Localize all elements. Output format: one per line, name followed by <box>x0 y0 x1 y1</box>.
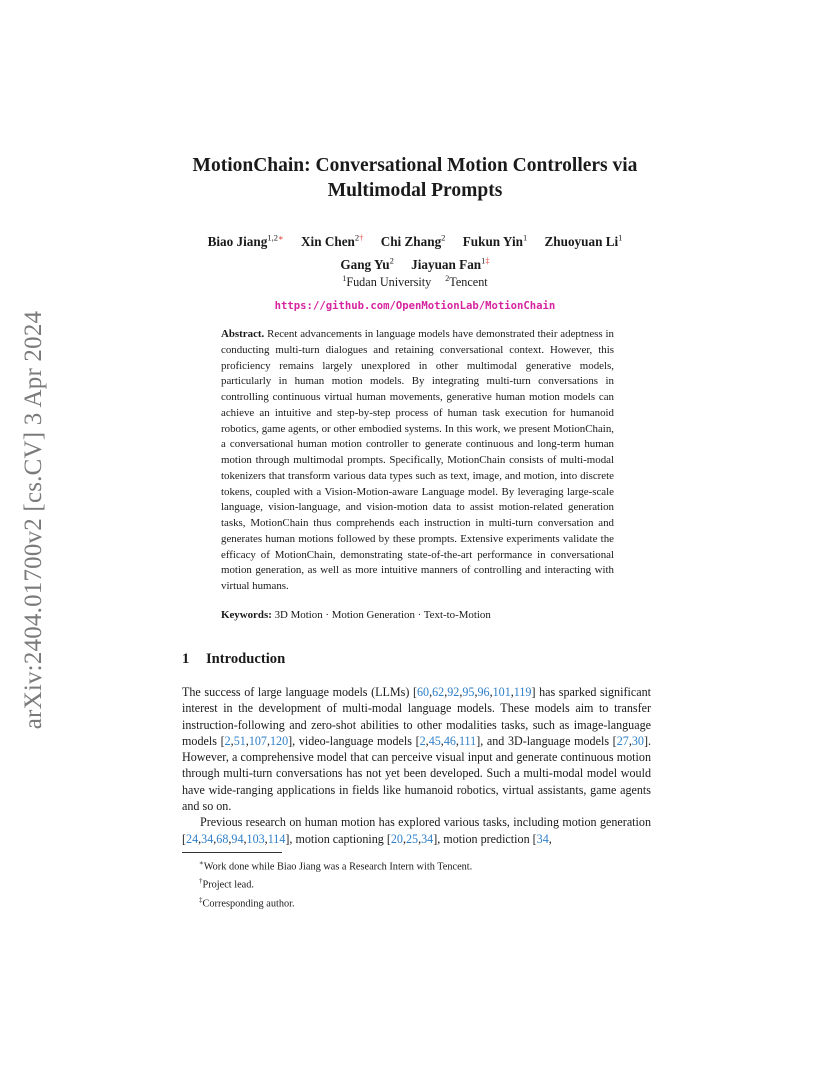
footnote <box>199 856 472 874</box>
citation-link[interactable]: 34 <box>201 831 214 846</box>
author-name: Gang Yu <box>340 256 390 272</box>
section-number: 1 <box>182 651 190 667</box>
citation-link[interactable]: 95 <box>462 685 475 699</box>
author-list <box>160 229 670 274</box>
author-row-2 <box>160 251 670 273</box>
paper-title <box>160 153 670 203</box>
keywords <box>221 609 614 621</box>
introduction-body <box>182 684 651 847</box>
author-name: Jiayuan Fan <box>411 256 482 272</box>
footnotes <box>199 856 472 911</box>
title-line-1: MotionChain: Conversational Motion Controllers via <box>192 155 638 176</box>
paragraph-text: , <box>440 733 444 748</box>
citation-link[interactable]: 92 <box>447 685 460 699</box>
citation-link[interactable]: 30 <box>631 733 644 748</box>
citation-link[interactable]: 101 <box>492 685 511 699</box>
author-name: Xin Chen <box>301 234 355 250</box>
citation-link[interactable]: 34 <box>421 831 434 846</box>
paragraph-text: ] has sparked significant interest in the development of multi-modal language models. These models aim to transfer instruction-following and zero-shot abilities to other modalities tasks, such as image-language models [ <box>182 685 651 748</box>
paragraph-text: ], video-language models [ <box>288 733 420 748</box>
author-note-mark: ‡ <box>485 255 490 266</box>
paragraph-text: , <box>243 831 247 846</box>
paragraph-2 <box>182 814 651 847</box>
author-affiliation-sup: 1 <box>618 233 623 243</box>
paragraph-text: , <box>198 831 202 846</box>
section-heading <box>182 651 285 668</box>
footnote-mark: ‡ <box>199 895 203 904</box>
paragraph-text: , <box>459 685 463 699</box>
footnote-text: Project lead. <box>202 879 254 891</box>
affiliation-sup: 1 <box>342 274 347 283</box>
citation-link[interactable]: 120 <box>269 733 289 748</box>
paragraph-text: ], motion prediction [ <box>433 831 537 846</box>
affiliations <box>160 274 670 290</box>
author-name: Zhuoyuan Li <box>544 234 619 250</box>
keywords-label: Keywords: <box>221 609 272 621</box>
abstract-label: Abstract. <box>221 328 265 340</box>
citation-link[interactable]: 103 <box>246 831 265 846</box>
citation-link[interactable]: 25 <box>406 831 419 846</box>
affiliation-name: Fudan University <box>346 275 432 290</box>
paragraph-text: , <box>266 733 270 748</box>
footnote-text: Work done while Biao Jiang was a Research Intern with Tencent. <box>203 861 473 873</box>
author-affiliation-sup: 2 <box>389 255 394 266</box>
paragraph-text: ], motion captioning [ <box>285 831 391 846</box>
paragraph-text: , <box>455 733 459 748</box>
citation-link[interactable]: 96 <box>477 685 490 699</box>
footnote-mark: † <box>199 877 203 886</box>
paragraph-text: , <box>489 685 493 699</box>
citation-link[interactable]: 114 <box>267 831 286 846</box>
abstract <box>221 327 614 595</box>
keywords-text: 3D Motion · Motion Generation · Text-to-Motion <box>274 609 491 621</box>
arxiv-identifier <box>14 290 54 750</box>
citation-link[interactable]: 2 <box>224 733 231 748</box>
footnote-mark: ∗ <box>199 859 204 867</box>
author-affiliation-sup: 2 <box>441 233 446 243</box>
section-title: Introduction <box>206 651 286 667</box>
author-name: Biao Jiang <box>207 234 268 250</box>
citation-link[interactable]: 24 <box>186 831 199 846</box>
citation-link[interactable]: 62 <box>432 685 445 699</box>
citation-link[interactable]: 94 <box>231 831 244 846</box>
citation-link[interactable]: 2 <box>419 733 426 748</box>
author-name: Fukun Yin <box>462 234 523 250</box>
citation-link[interactable]: 27 <box>616 733 629 748</box>
author-name: Chi Zhang <box>380 234 442 250</box>
paragraph-text: , <box>264 831 268 846</box>
citation-link[interactable]: 51 <box>233 733 246 748</box>
citation-link[interactable]: 20 <box>390 831 403 846</box>
paragraph-text: , <box>474 685 478 699</box>
author-row-1 <box>160 229 670 251</box>
paragraph-text: ]. However, a comprehensive model that can perceive visual input and generate continuous motion through multi-turn conversations has not yet been developed. Such a multi-modal model would have wide-ranging applications in fields like humanoid robotics, virtual assistants, game agents and so on. <box>182 733 651 814</box>
author-note-mark: ∗ <box>277 233 284 243</box>
author <box>340 257 393 272</box>
author-affiliation-sup: 1,2 <box>267 233 278 243</box>
paragraph-text: ], and 3D-language models [ <box>476 733 617 748</box>
project-url-link[interactable]: https://github.com/OpenMotionLab/MotionChain <box>274 300 556 312</box>
footnote <box>199 893 472 911</box>
footnote <box>199 874 472 892</box>
paragraph-text: , <box>628 733 632 748</box>
footnote-text: Corresponding author. <box>202 898 295 910</box>
author-affiliation-sup: 1 <box>522 233 528 243</box>
citation-link[interactable]: 34 <box>536 831 549 846</box>
paragraph-text: , <box>230 733 234 748</box>
affiliation-sup: 2 <box>445 274 450 283</box>
paragraph-text: , <box>548 831 552 846</box>
author-affiliation-sup: 2 <box>354 233 360 243</box>
paragraph-text: , <box>245 733 249 748</box>
author <box>208 234 284 249</box>
paragraph-text: Previous research on human motion has explored various tasks, including motion generation [ <box>182 815 651 846</box>
paragraph-text: , <box>444 685 448 699</box>
citation-link[interactable]: 107 <box>248 733 267 748</box>
author-affiliation-sup: 1 <box>481 255 486 266</box>
paragraph-text: , <box>425 733 429 748</box>
footnote-rule <box>182 852 282 853</box>
author <box>381 234 446 249</box>
paragraph-1 <box>182 684 651 814</box>
author <box>411 257 490 272</box>
paragraph-text: , <box>228 831 232 846</box>
citation-link[interactable]: 119 <box>513 685 532 699</box>
citation-link[interactable]: 60 <box>416 685 430 699</box>
author <box>463 234 527 249</box>
citation-link[interactable]: 45 <box>428 733 441 748</box>
arxiv-identifier-text: arXiv:2404.01700v2 [cs.CV] 3 Apr 2024 <box>20 310 47 730</box>
paragraph-text: , <box>510 685 514 699</box>
citation-link[interactable]: 46 <box>443 733 456 748</box>
affiliation-name: Tencent <box>449 275 488 290</box>
citation-link[interactable]: 111 <box>458 733 477 748</box>
author <box>301 234 363 249</box>
author <box>545 234 623 249</box>
title-line-2: Multimodal Prompts <box>327 180 503 201</box>
author-note-mark: † <box>359 233 364 243</box>
paragraph-text: , <box>429 685 433 699</box>
paragraph-text: , <box>402 831 406 846</box>
citation-link[interactable]: 68 <box>216 831 229 846</box>
paragraph-text: , <box>418 831 422 846</box>
abstract-text: Recent advancements in language models have demonstrated their adeptness in conducting multi-turn dialogues and retaining conversational context. However, this proficiency remains largely unexplored in other multimodal generative models, particularly in human motion models. By integrating multi-turn conversations in controlling continuous virtual human movements, generative human motion models can achieve an intuitive and step-by-step process of human task execution for humanoid robotics, game agents, or other embodied systems. In this work, we present MotionChain, a conversational human motion controller to generate continuous and long-term human motion through multimodal prompts. Specifically, MotionChain consists of multi-modal tokenizers that transform various data types such as text, image, and motion, into discrete tokens, coupled with a Vision-Motion-aware Language model. By leveraging large-scale language, vision-language, and vision-motion data to assist motion-related generation tasks, MotionChain thus comprehends each instruction in multi-turn conversation and generates human motions followed by these prompts. Extensive experiments validate the efficacy of MotionChain, demonstrating state-of-the-art performance in conversational motion generation, as well as more intuitive manners of controlling and interacting with virtual humans. <box>221 328 614 592</box>
paragraph-text: The success of large language models (LLMs) [ <box>182 685 417 699</box>
paragraph-text: , <box>213 831 217 846</box>
